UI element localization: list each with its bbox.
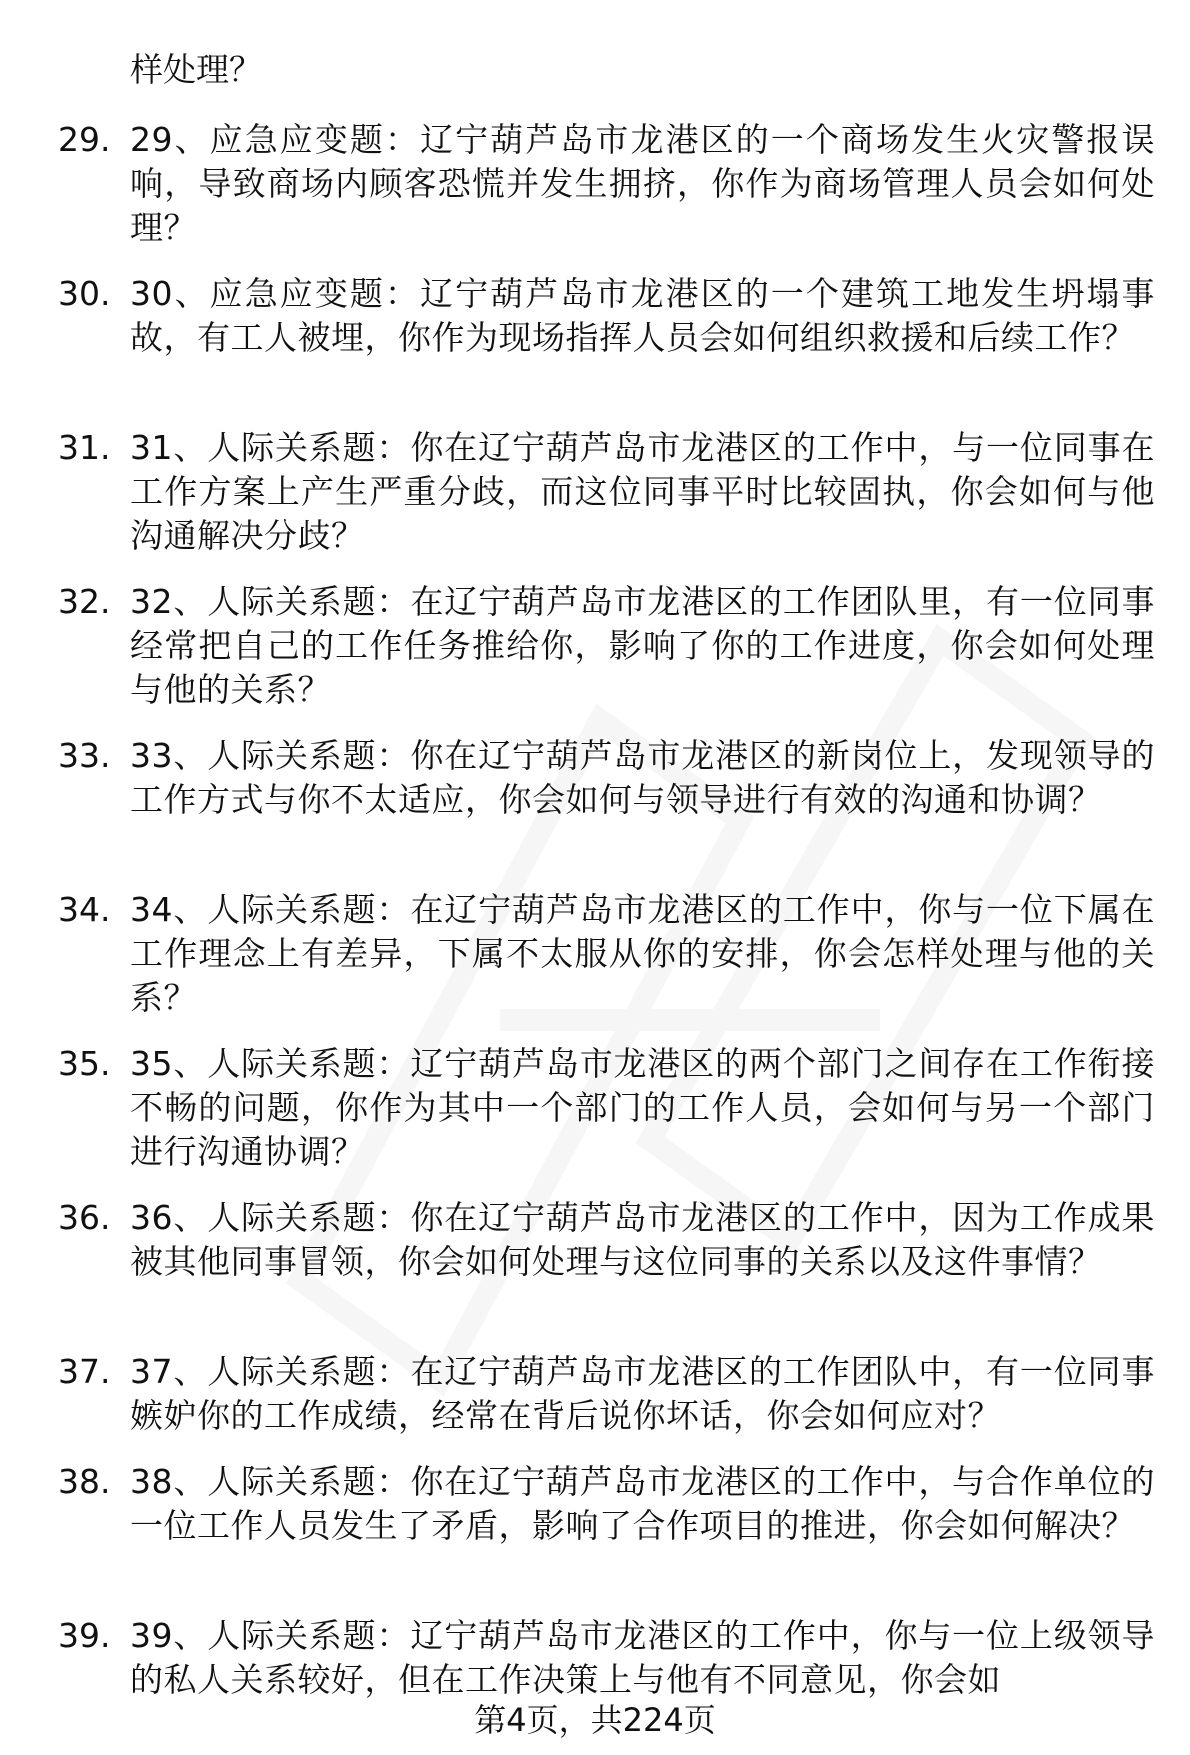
question-item-31 xyxy=(0,426,1190,558)
question-number: 29. xyxy=(58,120,111,159)
question-number: 38. xyxy=(58,1462,111,1501)
question-text: 29、应急应变题：辽宁葫芦岛市龙港区的一个商场发生火灾警报误响，导致商场内顾客恐慌并发生拥挤，你作为商场管理人员会如何处理？ xyxy=(130,120,1155,247)
question-number: 37. xyxy=(58,1352,111,1391)
question-number: 39. xyxy=(58,1616,111,1655)
question-number: 30. xyxy=(58,274,111,313)
question-text: 37、人际关系题：在辽宁葫芦岛市龙港区的工作团队中，有一位同事嫉妒你的工作成绩，经常在背后说你坏话，你会如何应对？ xyxy=(130,1352,1155,1435)
question-text: 32、人际关系题：在辽宁葫芦岛市龙港区的工作团队里，有一位同事经常把自己的工作任务推给你，影响了你的工作进度，你会如何处理与他的关系？ xyxy=(130,582,1155,709)
question-number: 35. xyxy=(58,1044,111,1083)
question-text: 39、人际关系题：辽宁葫芦岛市龙港区的工作中，你与一位上级领导的私人关系较好，但在工作决策上与他有不同意见，你会如 xyxy=(130,1616,1155,1699)
question-text: 36、人际关系题：你在辽宁葫芦岛市龙港区的工作中，因为工作成果被其他同事冒领，你会如何处理与这位同事的关系以及这件事情？ xyxy=(130,1198,1155,1281)
question-text: 35、人际关系题：辽宁葫芦岛市龙港区的两个部门之间存在工作衔接不畅的问题，你作为其中一个部门的工作人员，会如何与另一个部门进行沟通协调？ xyxy=(130,1044,1155,1171)
question-text: 30、应急应变题：辽宁葫芦岛市龙港区的一个建筑工地发生坍塌事故，有工人被埋，你作为现场指挥人员会如何组织救援和后续工作？ xyxy=(130,274,1155,357)
question-item-34 xyxy=(0,888,1190,1020)
question-item-29 xyxy=(0,118,1190,250)
question-number: 31. xyxy=(58,428,111,467)
question-text: 31、人际关系题：你在辽宁葫芦岛市龙港区的工作中，与一位同事在工作方案上产生严重分歧，而这位同事平时比较固执，你会如何与他沟通解决分歧？ xyxy=(130,428,1155,555)
question-item-32 xyxy=(0,580,1190,712)
page-footer: 第4页，共224页 xyxy=(474,1701,716,1739)
question-list xyxy=(0,118,1190,1724)
question-text: 34、人际关系题：在辽宁葫芦岛市龙港区的工作中，你与一位下属在工作理念上有差异，下属不太服从你的安排，你会怎样处理与他的关系？ xyxy=(130,890,1155,1017)
question-number: 33. xyxy=(58,736,111,775)
question-item-38 xyxy=(0,1460,1190,1592)
question-text: 38、人际关系题：你在辽宁葫芦岛市龙港区的工作中，与合作单位的一位工作人员发生了矛盾，影响了合作项目的推进，你会如何解决？ xyxy=(130,1462,1155,1545)
question-item-37 xyxy=(0,1350,1190,1438)
question-item-33 xyxy=(0,734,1190,866)
continuation-text: 样处理？ xyxy=(130,50,262,89)
question-number: 34. xyxy=(58,890,111,929)
question-item-39 xyxy=(0,1614,1190,1702)
question-item-30 xyxy=(0,272,1190,404)
question-item-36 xyxy=(0,1196,1190,1328)
question-number: 32. xyxy=(58,582,111,621)
question-number: 36. xyxy=(58,1198,111,1237)
question-text: 33、人际关系题：你在辽宁葫芦岛市龙港区的新岗位上，发现领导的工作方式与你不太适应，你会如何与领导进行有效的沟通和协调？ xyxy=(130,736,1155,819)
question-item-35 xyxy=(0,1042,1190,1174)
